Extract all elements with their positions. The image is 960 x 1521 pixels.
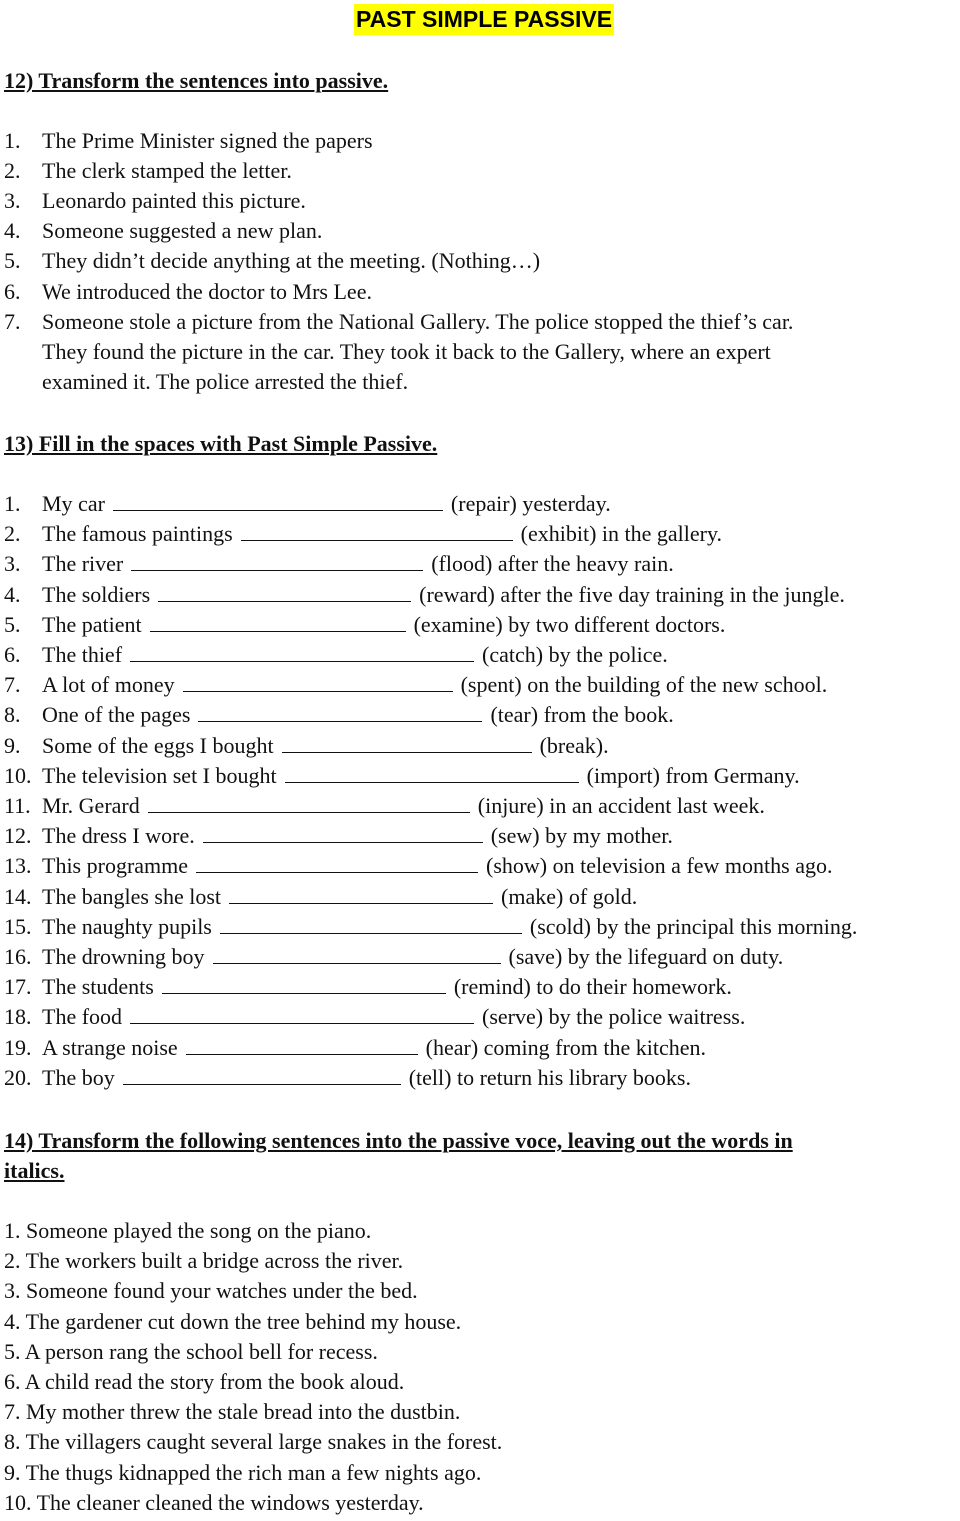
answer-blank[interactable]	[183, 671, 453, 692]
item-number: 6.	[4, 279, 21, 304]
exercise-13-item	[4, 640, 668, 670]
exercise-14-item: 2. The workers built a bridge across the river.	[4, 1248, 404, 1274]
answer-blank[interactable]	[203, 822, 483, 843]
page-title: PAST SIMPLE PASSIVE	[354, 4, 614, 35]
answer-blank[interactable]	[220, 913, 522, 934]
item-number: 18.	[4, 1004, 32, 1030]
item-number: 19.	[4, 1034, 32, 1060]
item-number: 8.	[4, 702, 21, 728]
item-number: 11.	[4, 793, 31, 818]
item-subject: The thief	[42, 642, 123, 667]
exercise-13-item	[4, 1002, 745, 1032]
item-number: 10.	[4, 762, 32, 788]
item-subject: The soldiers	[42, 581, 151, 607]
exercise-13-item	[4, 670, 827, 700]
answer-blank[interactable]	[186, 1034, 418, 1055]
item-number: 7.	[4, 672, 21, 698]
exercise-14-item: 9. The thugs kidnapped the rich man a few nights ago.	[4, 1459, 482, 1485]
answer-blank[interactable]	[148, 792, 470, 813]
exercise-13-item	[4, 791, 765, 821]
item-subject: One of the pages	[42, 702, 191, 728]
item-subject: The boy	[42, 1064, 115, 1090]
item-number: 4.	[4, 218, 21, 243]
item-verb-hint: (spent) on the building of the new school.	[460, 672, 828, 698]
item-verb-hint: (reward) after the five day training in the jungle.	[419, 581, 845, 607]
answer-blank[interactable]	[241, 520, 513, 541]
item-verb-hint: (import) from Germany.	[586, 762, 800, 788]
item-number: 2.	[4, 521, 21, 547]
exercise-13-item	[4, 610, 725, 640]
exercise-13-item	[4, 912, 857, 942]
item-text: The clerk stamped the letter.	[42, 158, 292, 183]
exercise-12-item	[4, 277, 372, 307]
answer-blank[interactable]	[285, 762, 579, 783]
exercise-12-heading: 12) Transform the sentences into passive.	[4, 68, 389, 93]
item-text: Someone suggested a new plan.	[42, 218, 323, 243]
item-verb-hint: (tell) to return his library books.	[408, 1064, 691, 1090]
answer-blank[interactable]	[113, 490, 443, 511]
item-verb-hint: (flood) after the heavy rain.	[431, 551, 674, 577]
answer-blank[interactable]	[130, 1003, 474, 1024]
item-number: 3.	[4, 551, 21, 577]
item-number: 20.	[4, 1064, 32, 1090]
answer-blank[interactable]	[150, 611, 406, 632]
item-verb-hint: (examine) by two different doctors.	[413, 611, 726, 637]
item-verb-hint: (hear) coming from the kitchen.	[425, 1034, 707, 1060]
item-verb-hint: (catch) by the police.	[482, 642, 668, 667]
item-verb-hint: (tear) from the book.	[490, 702, 674, 728]
exercise-13-item	[4, 821, 673, 851]
item-number: 2.	[4, 158, 21, 183]
item-verb-hint: (repair) yesterday.	[450, 491, 611, 516]
item-subject: The drowning boy	[42, 944, 205, 969]
exercise-12-item	[4, 186, 306, 216]
exercise-13-item	[4, 700, 674, 730]
item-subject: The patient	[42, 611, 142, 637]
answer-blank[interactable]	[229, 883, 493, 904]
item-subject: The food	[42, 1004, 123, 1030]
item-number: 3.	[4, 188, 21, 213]
item-number: 4.	[4, 581, 21, 607]
exercise-13-item	[4, 731, 609, 761]
item-subject: This programme	[42, 853, 189, 879]
item-subject: A strange noise	[42, 1034, 178, 1060]
answer-blank[interactable]	[123, 1064, 401, 1085]
exercise-14-item: 5. A person rang the school bell for recess.	[4, 1338, 378, 1364]
exercise-14-item: 10. The cleaner cleaned the windows yesterday.	[4, 1489, 424, 1515]
item-subject: The bangles she lost	[42, 883, 222, 909]
exercise-13-item	[4, 942, 783, 972]
exercise-14-item: 6. A child read the story from the book aloud.	[4, 1369, 405, 1394]
exercise-13-item	[4, 851, 832, 881]
exercise-14-item: 3. Someone found your watches under the bed.	[4, 1278, 418, 1304]
item-number: 1.	[4, 491, 21, 516]
item-text: We introduced the doctor to Mrs Lee.	[42, 279, 372, 304]
item-verb-hint: (serve) by the police waitress.	[482, 1004, 746, 1030]
answer-blank[interactable]	[213, 943, 501, 964]
item-subject: The river	[42, 551, 124, 577]
item-number: 14.	[4, 883, 32, 909]
exercise-14-heading-cont: italics.	[4, 1158, 65, 1183]
item-subject: Some of the eggs I bought	[42, 732, 274, 758]
answer-blank[interactable]	[198, 701, 482, 722]
item-number: 15.	[4, 913, 32, 939]
item-subject: My car	[42, 491, 105, 516]
exercise-13-item	[4, 882, 637, 912]
item-number: 17.	[4, 974, 32, 1000]
exercise-12-item	[4, 246, 540, 276]
exercise-13-item	[4, 1033, 706, 1063]
exercise-13-item	[4, 519, 722, 549]
item-text-cont: They found the picture in the car. They took it back to the Gallery, where an expert	[42, 339, 771, 364]
item-verb-hint: (show) on television a few months ago.	[486, 853, 833, 879]
item-subject: The naughty pupils	[42, 913, 212, 939]
exercise-14-heading: 14) Transform the following sentences into the passive voce, leaving out the words in	[4, 1128, 793, 1153]
exercise-13-item	[4, 972, 732, 1002]
item-number: 1.	[4, 128, 21, 153]
item-verb-hint: (make) of gold.	[501, 883, 638, 909]
item-number: 5.	[4, 248, 21, 273]
item-number: 7.	[4, 309, 21, 334]
exercise-14-item: 1. Someone played the song on the piano.	[4, 1218, 372, 1243]
exercise-13-heading: 13) Fill in the spaces with Past Simple Passive.	[4, 431, 438, 456]
exercise-13-item	[4, 489, 611, 519]
item-subject: The dress I wore.	[42, 823, 195, 849]
item-subject: Mr. Gerard	[42, 793, 140, 818]
item-text: Someone stole a picture from the National Gallery. The police stopped the thief’s car.	[42, 309, 794, 334]
item-verb-hint: (remind) to do their homework.	[453, 974, 732, 1000]
item-subject: The students	[42, 974, 154, 1000]
answer-blank[interactable]	[130, 641, 474, 662]
item-number: 13.	[4, 853, 32, 879]
item-verb-hint: (break).	[539, 732, 609, 758]
item-number: 16.	[4, 944, 32, 969]
item-subject: The television set I bought	[42, 762, 277, 788]
item-verb-hint: (save) by the lifeguard on duty.	[508, 944, 784, 969]
exercise-13-item	[4, 549, 674, 579]
item-number: 6.	[4, 642, 21, 667]
item-number: 9.	[4, 732, 21, 758]
exercise-14-item: 8. The villagers caught several large snakes in the forest.	[4, 1429, 503, 1455]
item-verb-hint: (scold) by the principal this morning.	[529, 913, 858, 939]
item-number: 12.	[4, 823, 32, 849]
answer-blank[interactable]	[196, 852, 478, 873]
item-text: The Prime Minister signed the papers	[42, 128, 373, 153]
item-verb-hint: (sew) by my mother.	[490, 823, 673, 849]
item-text-cont: examined it. The police arrested the thief.	[42, 369, 409, 394]
exercise-13-item	[4, 761, 800, 791]
item-text: Leonardo painted this picture.	[42, 188, 306, 213]
item-subject: The famous paintings	[42, 521, 233, 547]
exercise-13-item	[4, 580, 845, 610]
answer-blank[interactable]	[158, 581, 411, 602]
exercise-12-item	[4, 216, 322, 246]
item-subject: A lot of money	[42, 672, 175, 698]
exercise-13-item	[4, 1063, 691, 1093]
answer-blank[interactable]	[131, 550, 423, 571]
exercise-12-item	[4, 126, 373, 156]
item-number: 5.	[4, 611, 21, 637]
exercise-12-item	[4, 307, 793, 337]
exercise-12-item	[4, 156, 292, 186]
answer-blank[interactable]	[162, 973, 446, 994]
exercise-14-item: 7. My mother threw the stale bread into the dustbin.	[4, 1399, 461, 1425]
item-text: They didn’t decide anything at the meeting. (Nothing…)	[42, 248, 541, 273]
item-verb-hint: (injure) in an accident last week.	[477, 793, 765, 818]
exercise-14-item: 4. The gardener cut down the tree behind my house.	[4, 1308, 462, 1334]
item-verb-hint: (exhibit) in the gallery.	[520, 521, 723, 547]
answer-blank[interactable]	[282, 732, 532, 753]
